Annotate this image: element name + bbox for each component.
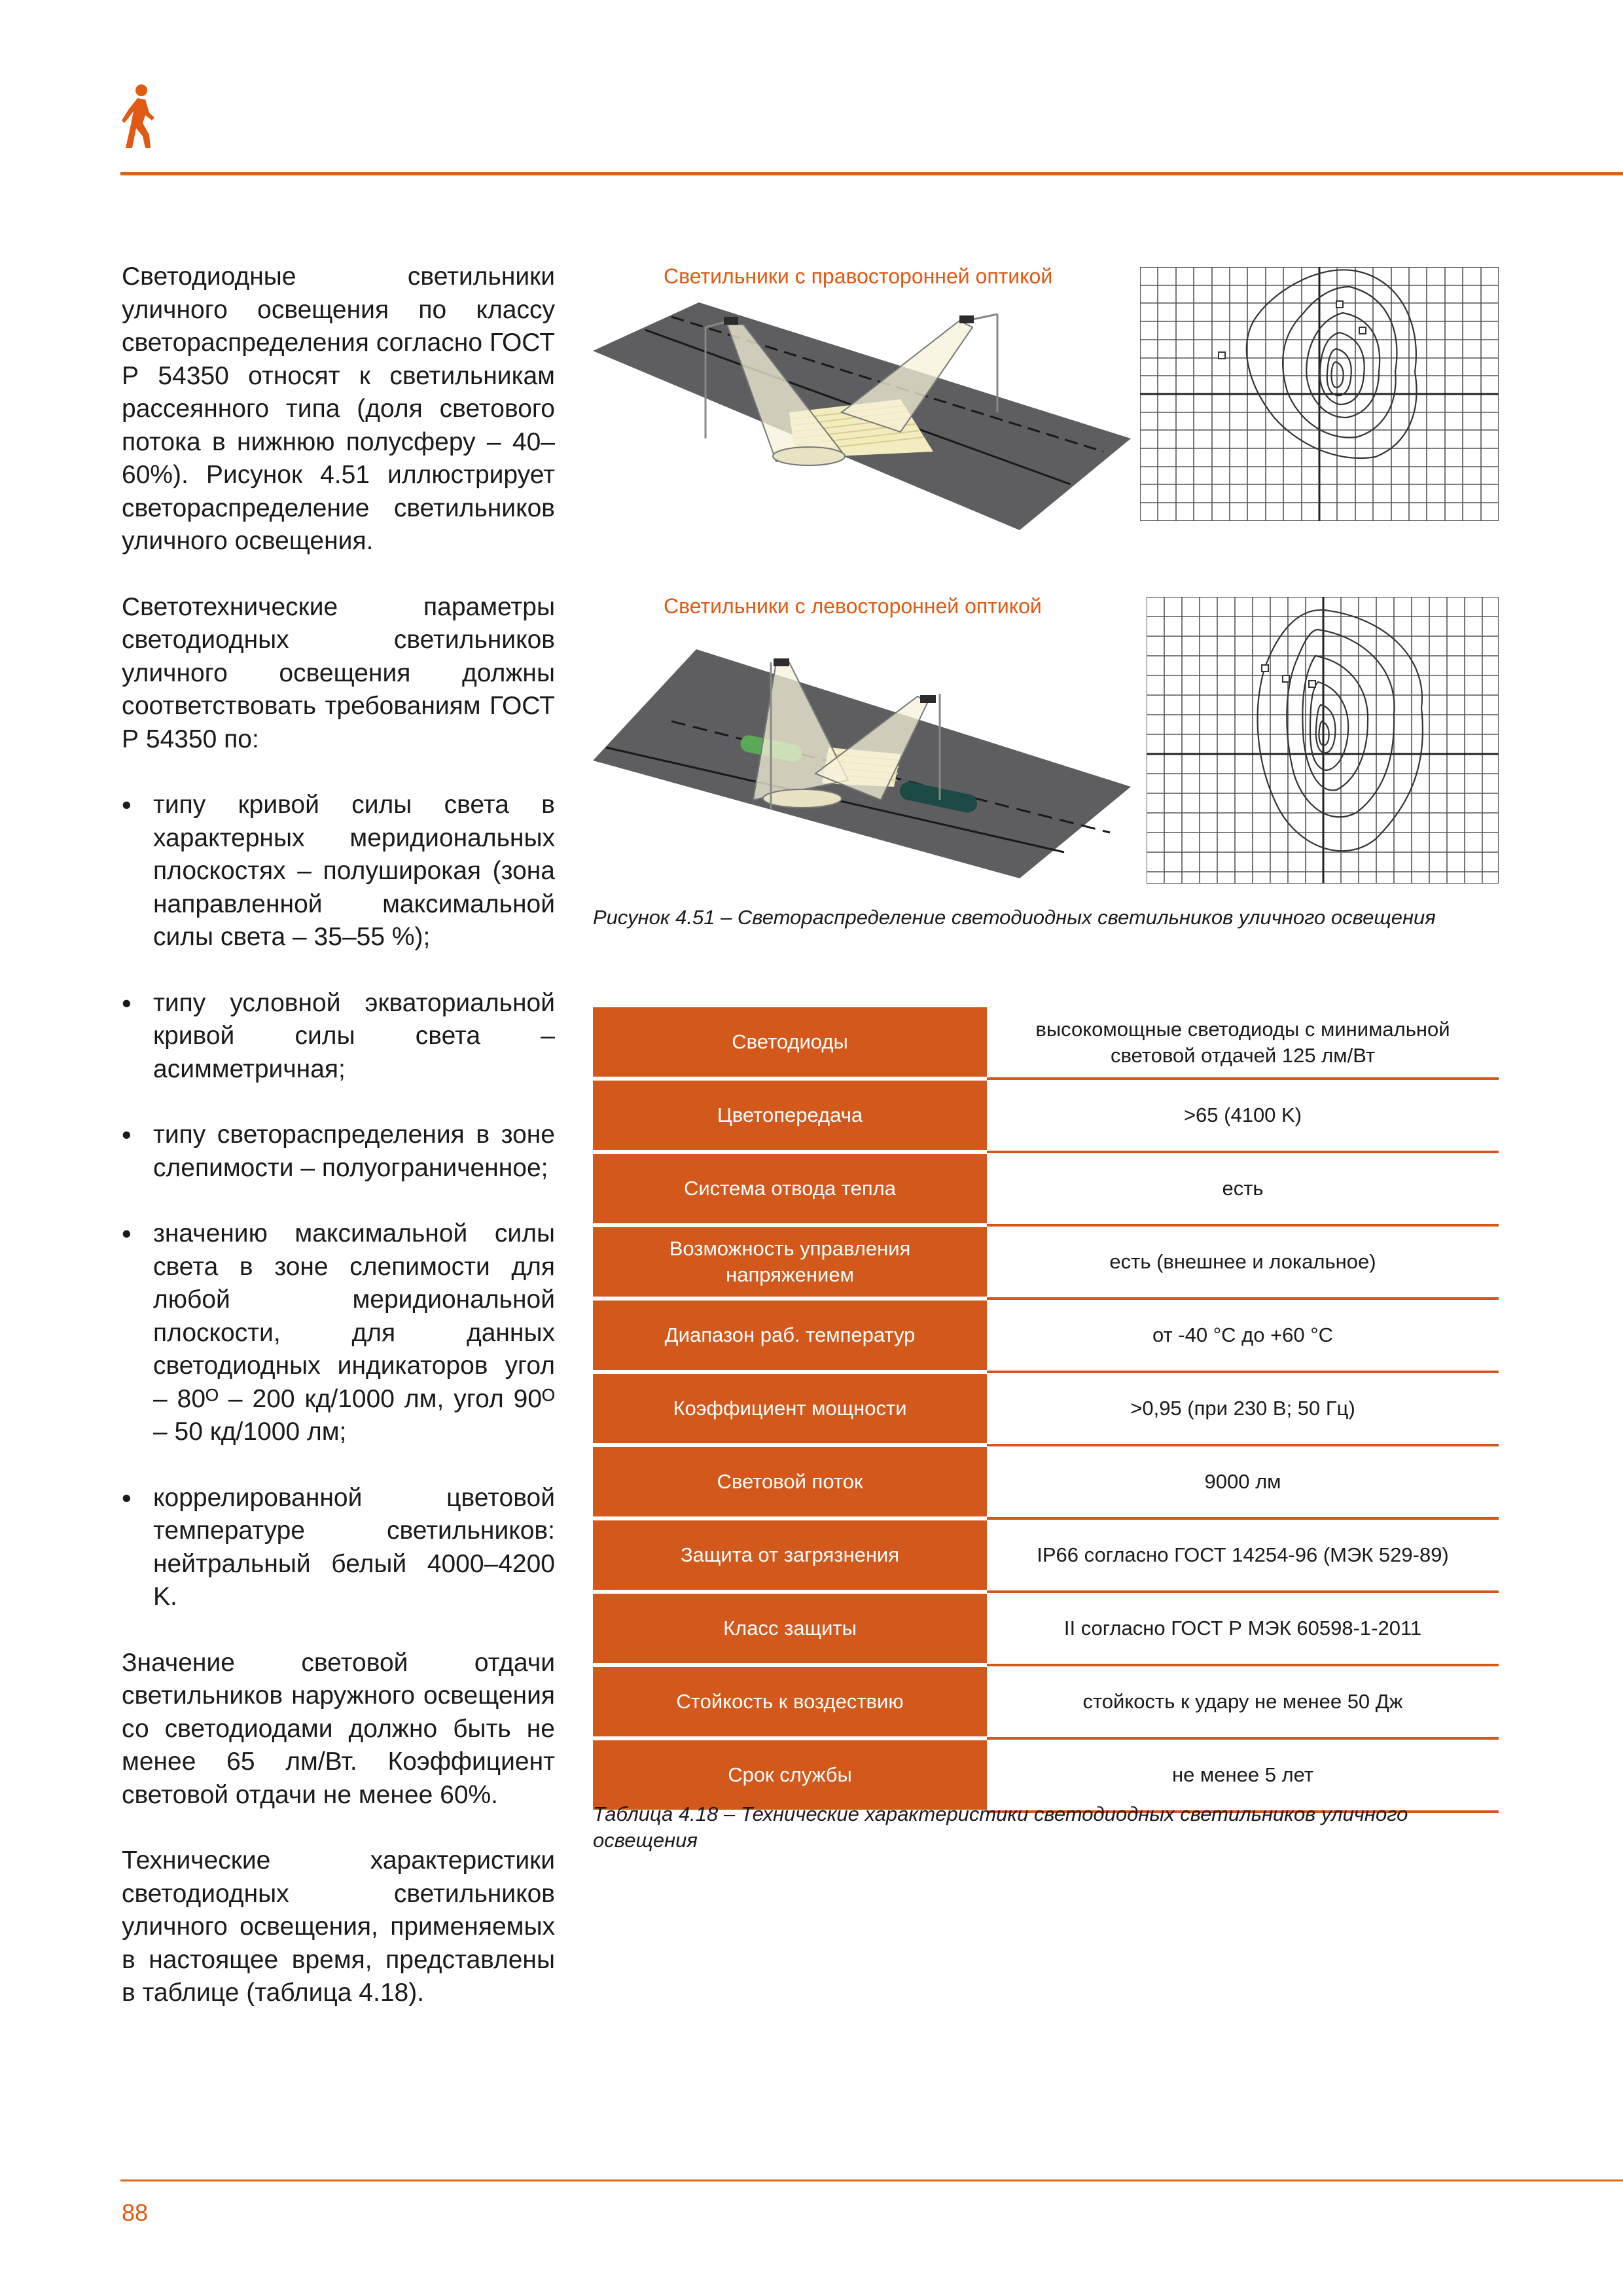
value-cell: есть	[987, 1152, 1499, 1225]
value-cell: стойкость к удару не менее 50 Дж	[987, 1665, 1499, 1738]
isolux-diagram-right	[1140, 267, 1499, 521]
footer-rule	[120, 2179, 1623, 2181]
header-rule	[120, 172, 1623, 175]
table-row	[593, 1592, 1499, 1665]
param-cell: Возможность управления напряжением	[593, 1225, 987, 1299]
param-cell: Световой поток	[593, 1445, 987, 1518]
pedestrian-icon	[120, 84, 156, 149]
paragraph-efficiency: Значение световой отдачи светильников наружного освещения со светодиодами должно быть не менее 65 лм/Вт. Коэффициент световой отдачи не менее 60%.	[122, 1648, 555, 1809]
table-row	[593, 1007, 1499, 1079]
paragraph-intro: Светодиодные светильники уличного освещения по классу светораспределения согласно ГОСТ Р 54350 относят к светильникам рассеянного типа (доля светового потока в нижнюю полусферу – 40–60%). Рисунок 4.51 иллюстрирует светораспределение светильников уличного освещения.	[122, 262, 555, 555]
param-cell: Коэффициент мощности	[593, 1372, 987, 1445]
param-cell: Класс защиты	[593, 1592, 987, 1665]
paragraph-table-ref: Технические характеристики светодиодных светильников уличного освещения, применяемых в настоящее время, представлены в таблице (таблица 4.18).	[122, 1846, 555, 2007]
table-row	[593, 1152, 1499, 1225]
table-row	[593, 1518, 1499, 1592]
list-item: • коррелированной цветовой температуре светильников: нейтральный белый 4000–4200 K.	[122, 1482, 555, 1614]
value-cell: есть (внешнее и локальное)	[987, 1225, 1499, 1299]
page-number: 88	[122, 2199, 149, 2226]
value-cell: >0,95 (при 230 В; 50 Гц)	[987, 1372, 1499, 1445]
param-cell: Система отвода тепла	[593, 1152, 987, 1225]
body-text-column	[122, 260, 555, 2043]
specifications-table	[593, 1007, 1499, 1814]
table-row	[593, 1372, 1499, 1445]
value-cell: 9000 лм	[987, 1445, 1499, 1518]
value-cell: высокомощные светодиоды с минимальной световой отдачей 125 лм/Вт	[987, 1007, 1499, 1079]
table-row	[593, 1225, 1499, 1299]
table-row	[593, 1665, 1499, 1738]
street-illustration-left	[593, 649, 1131, 880]
param-cell: Срок службы	[593, 1738, 987, 1812]
value-cell: >65 (4100 K)	[987, 1079, 1499, 1152]
param-cell: Диапазон раб. температур	[593, 1299, 987, 1372]
isolux-diagram-left	[1147, 597, 1499, 884]
value-cell: IP66 согласно ГОСТ 14254-96 (МЭК 529-89)	[987, 1518, 1499, 1592]
list-item: • типу условной экваториальной кривой силы света – асимметричная;	[122, 987, 555, 1086]
value-cell: II согласно ГОСТ Р МЭК 60598-1-2011	[987, 1592, 1499, 1665]
caption-left-optics: Светильники с левосторонней оптикой	[664, 594, 1042, 618]
table-caption: Таблица 4.18 – Технические характеристики светодиодных светильников уличного освещения	[593, 1803, 1408, 1852]
table-row	[593, 1445, 1499, 1518]
value-cell: не менее 5 лет	[987, 1738, 1499, 1812]
requirements-list	[122, 789, 555, 1614]
table-row	[593, 1299, 1499, 1372]
street-illustration-right	[593, 301, 1131, 531]
param-cell: Защита от загрязнения	[593, 1518, 987, 1592]
list-item: • типу светораспределения в зоне слепимости – полуограниченное;	[122, 1119, 555, 1185]
value-cell: от -40 °С до +60 °С	[987, 1299, 1499, 1372]
paragraph-requirements: Светотехнические параметры светодиодных светильников уличного освещения должны соответствовать требованиям ГОСТ Р 54350 по:	[122, 592, 555, 753]
param-cell: Стойкость к воздествию	[593, 1665, 987, 1738]
param-cell: Светодиоды	[593, 1007, 987, 1079]
figure-caption: Рисунок 4.51 – Светораспределение светодиодных светильников уличного освещения	[593, 906, 1436, 929]
list-item: • типу кривой силы света в характерных меридиональных плоскостях – полуширокая (зона направленной максимальной силы света – 35–55 %);	[122, 789, 555, 954]
param-cell: Цветопередача	[593, 1079, 987, 1152]
table-row	[593, 1079, 1499, 1152]
list-item: • значению максимальной силы света в зоне слепимости для любой меридиональной плоскости, для данных светодиодных индикаторов угол – 80ᴼ – 200 кд/1000 лм, угол 90ᴼ – 50 кд/1000 лм;	[122, 1217, 555, 1449]
caption-right-optics: Светильники с правосторонней оптикой	[664, 264, 1053, 288]
